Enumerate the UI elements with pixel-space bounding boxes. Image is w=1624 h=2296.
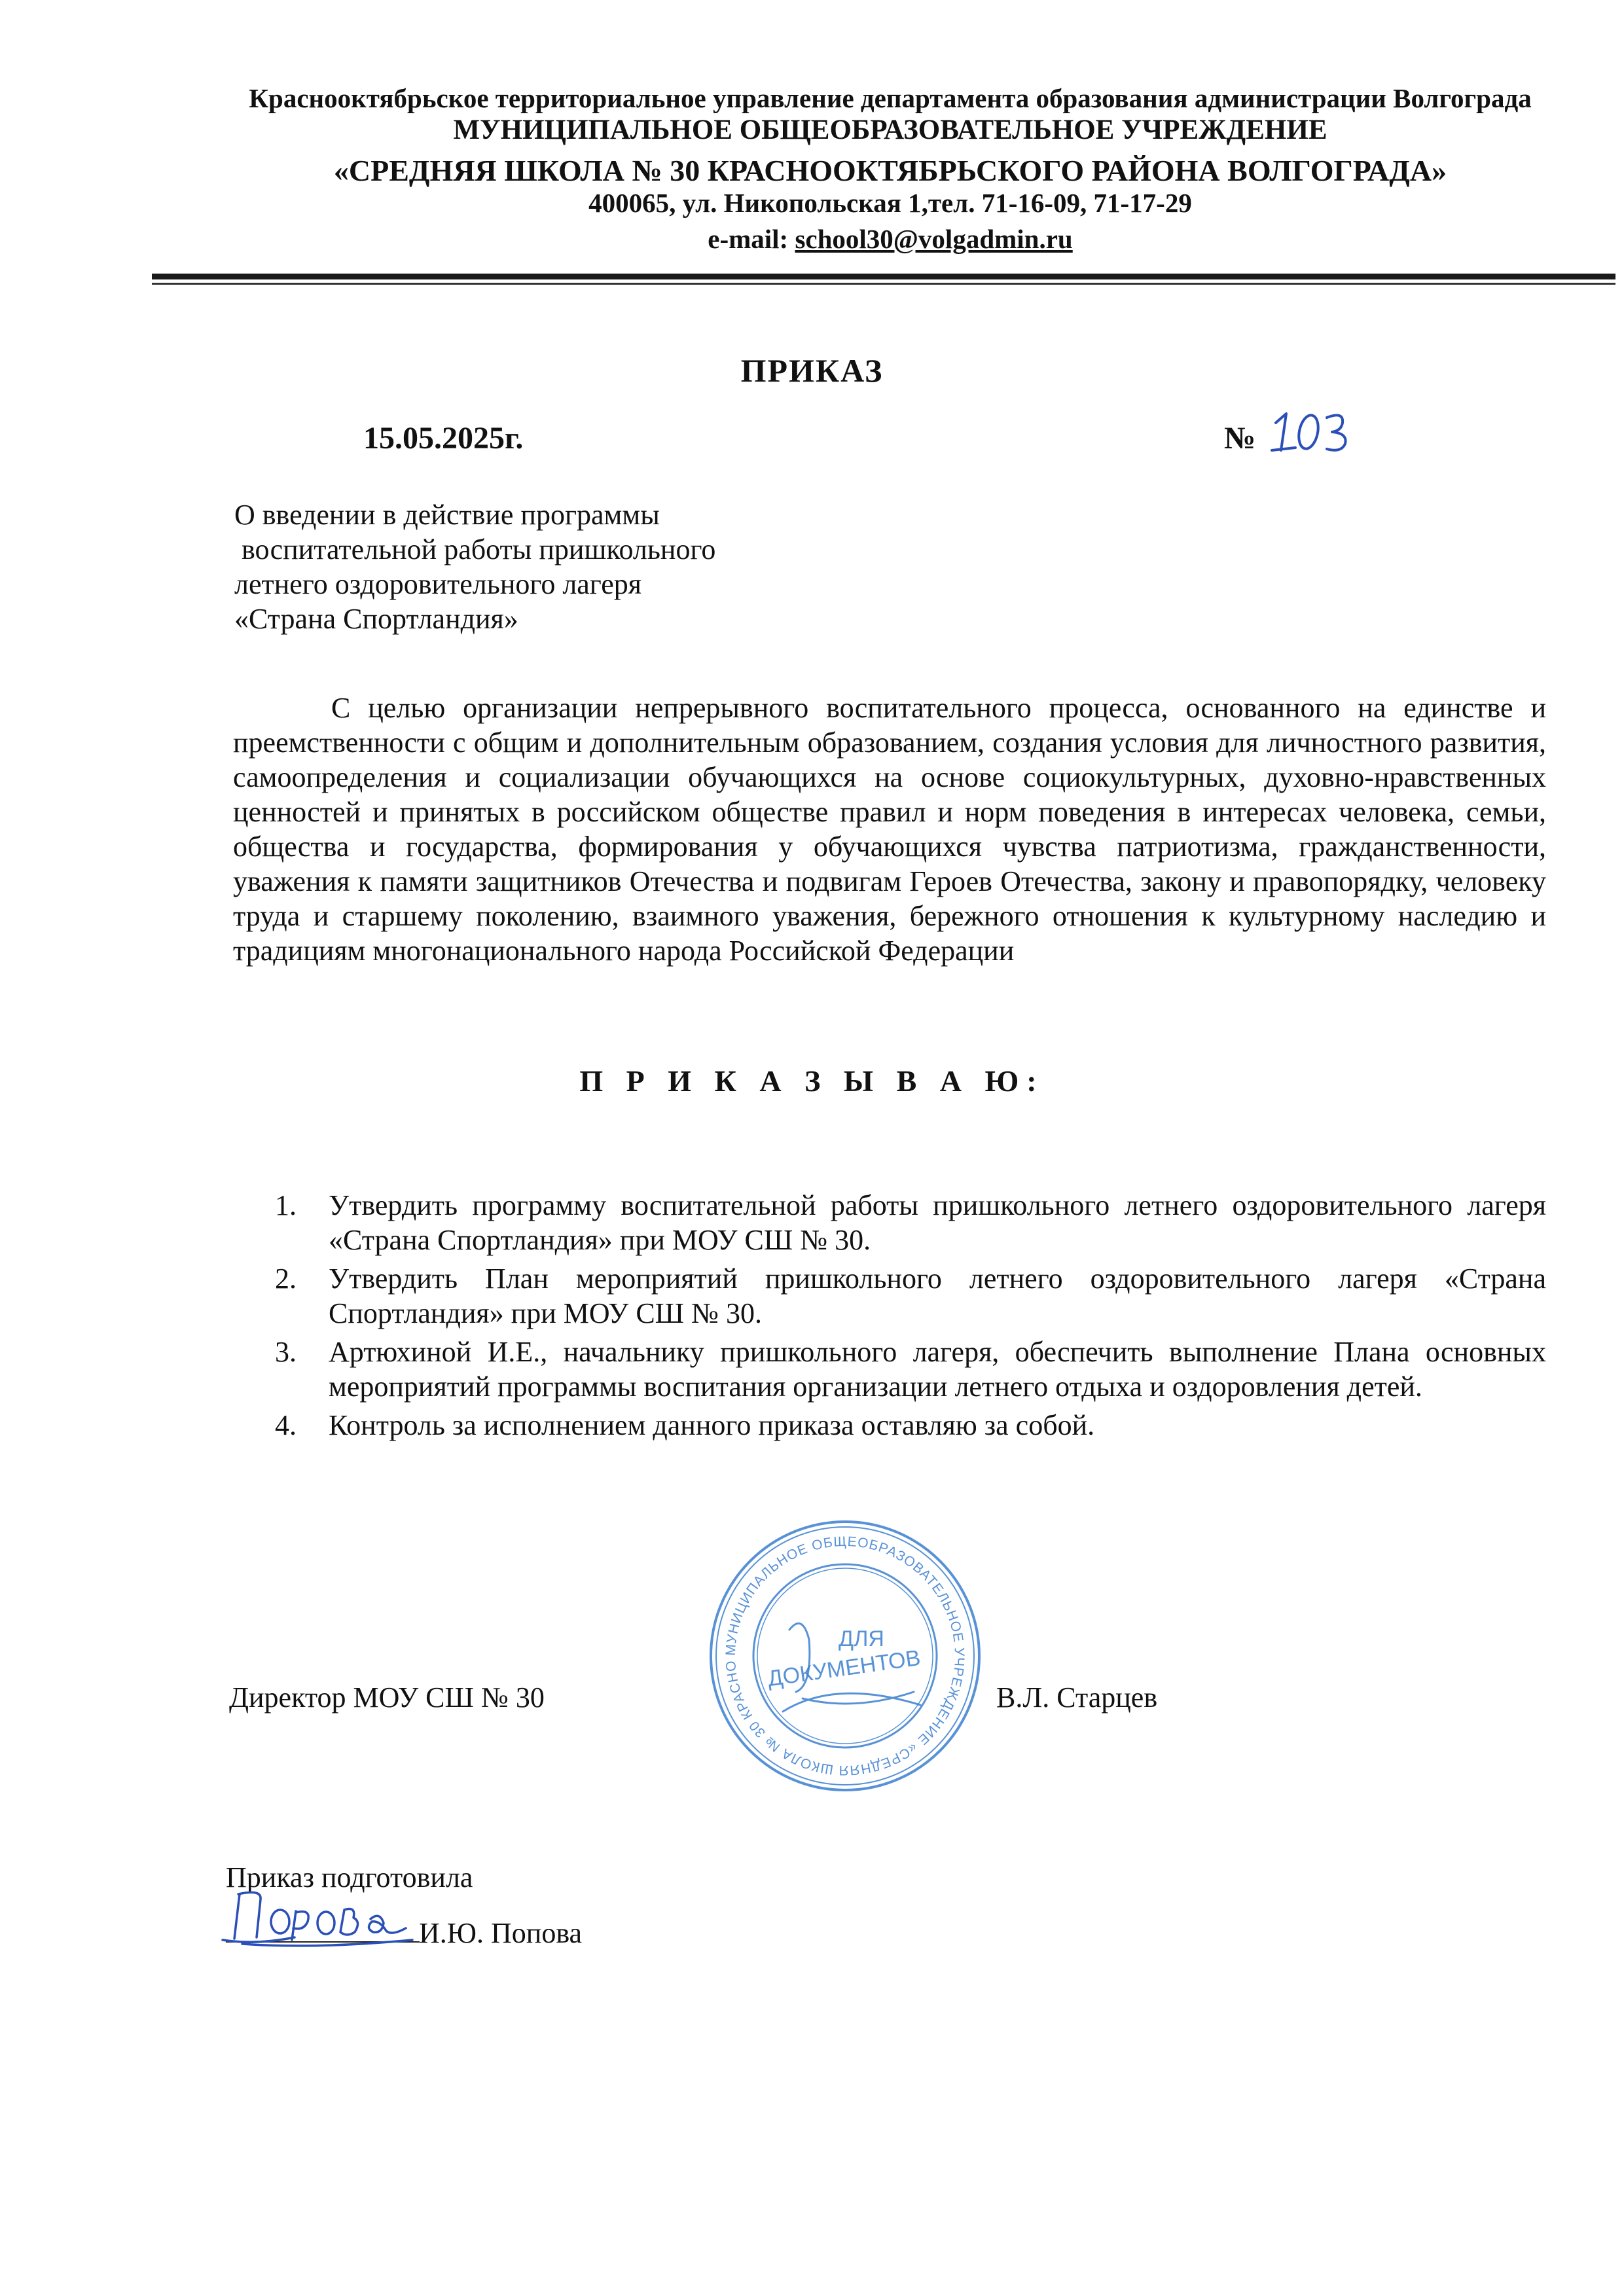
- document-date: 15.05.2025г.: [363, 421, 524, 456]
- order-subject: [234, 497, 823, 636]
- header-email-line: [151, 226, 1624, 253]
- svg-text:ДЛЯ: ДЛЯ: [839, 1626, 884, 1651]
- item-number: 2.: [275, 1263, 297, 1295]
- subject-line: летнего оздоровительного лагеря: [234, 568, 642, 600]
- preamble-paragraph: С целью организации непрерывного воспитательного процесса, основанного на единстве и преемственности с общим и дополнительным образованием, создания условия для личностного развития, самоопределения и социализации обучающихся на основе социокультурных, духовно-нравственных ценностей и принятых в российском обществе правил и норм поведения в интересах человека, семьи, общества и государства, формирования у обучающихся чувства патриотизма, гражданственности, уважения к памяти защитников Отечества и подвигам Героев Отечества, закону и правопорядку, человеку труда и старшему поколению, взаимного уважения, бережного отношения к культурному наследию и традициям многонационального народа Российской Федерации: [233, 692, 1546, 967]
- item-text: Утвердить План мероприятий пришкольного летнего оздоровительного лагеря «Страна Спортландия» при МОУ СШ № 30.: [329, 1263, 1546, 1329]
- svg-text:ДОКУМЕНТОВ: ДОКУМЕНТОВ: [766, 1645, 922, 1692]
- list-item: [275, 1335, 1546, 1404]
- order-items-list: [275, 1188, 1546, 1446]
- subject-line: «Страна Спортландия»: [234, 603, 518, 635]
- item-text: Артюхиной И.Е., начальнику пришкольного лагеря, обеспечить выполнение Плана основных мероприятий программы воспитания организации летнего отдыха и оздоровления детей.: [329, 1336, 1546, 1403]
- header-institution-type: МУНИЦИПАЛЬНОЕ ОБЩЕОБРАЗОВАТЕЛЬНОЕ УЧРЕЖДЕНИЕ: [453, 115, 1327, 145]
- list-item: [275, 1188, 1546, 1257]
- item-number: 1.: [275, 1189, 297, 1221]
- header-department: Краснооктябрьское территориальное управление департамента образования администрации Волгограда: [249, 83, 1532, 113]
- handwritten-document-number: [1267, 407, 1358, 463]
- email-label: e-mail:: [708, 224, 795, 254]
- email-link[interactable]: school30@volgadmin.ru: [795, 224, 1073, 254]
- header-school-name: «СРЕДНЯЯ ШКОЛА № 30 КРАСНООКТЯБРЬСКОГО РАЙОНА ВОЛГОГРАДА»: [333, 154, 1447, 187]
- item-number: 3.: [275, 1336, 297, 1368]
- header-address: 400065, ул. Никопольская 1,тел. 71-16-09, 71-17-29: [588, 188, 1192, 218]
- subject-line: О введении в действие программы: [234, 499, 660, 531]
- prepared-by-label: Приказ подготовила: [226, 1861, 473, 1893]
- director-label: Директор МОУ СШ № 30: [229, 1681, 545, 1713]
- document-title: ПРИКАЗ: [740, 352, 884, 389]
- item-text: Утвердить программу воспитательной работы пришкольного летнего оздоровительного лагеря «Страна Спортландия» при МОУ СШ № 30.: [329, 1189, 1546, 1256]
- official-stamp: [704, 1515, 986, 1800]
- item-text: Контроль за исполнением данного приказа оставляю за собой.: [329, 1409, 1095, 1441]
- order-heading: П Р И К А З Ы В А Ю:: [579, 1064, 1045, 1098]
- list-item: [275, 1261, 1546, 1331]
- svg-text:МУНИЦИПАЛЬНОЕ ОБЩЕОБРАЗОВАТЕЛЬ: МУНИЦИПАЛЬНОЕ ОБЩЕОБРАЗОВАТЕЛЬНОЕ УЧРЕЖДЕНИЕ «СРЕДНЯЯ ШКОЛА № 30 КРАСНО: [723, 1534, 967, 1778]
- preparer-name: И.Ю. Попова: [419, 1917, 583, 1949]
- handwritten-signature: [216, 1885, 432, 1954]
- list-item: [275, 1408, 1546, 1443]
- header-divider-thin: [152, 283, 1615, 285]
- document-number-label: №: [1224, 421, 1256, 456]
- subject-line: воспитательной работы пришкольного: [234, 533, 716, 565]
- item-number: 4.: [275, 1409, 297, 1441]
- header-divider: [152, 274, 1615, 279]
- director-name: В.Л. Старцев: [996, 1681, 1158, 1713]
